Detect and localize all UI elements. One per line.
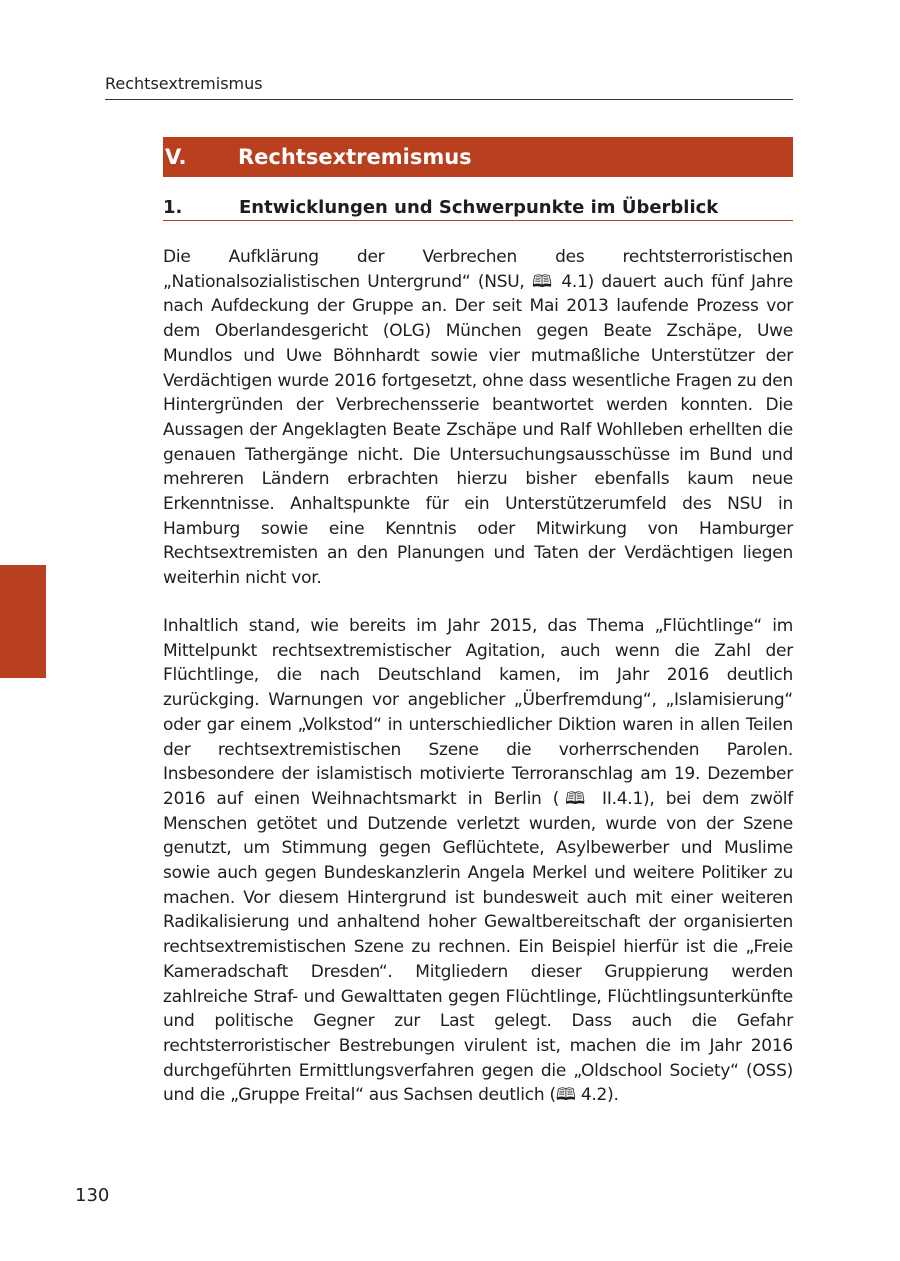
page-number: 130 (75, 1185, 110, 1206)
chapter-number: V. (165, 145, 187, 169)
section-title: Entwicklungen und Schwerpunkte im Überblick (239, 197, 719, 218)
section-rule (163, 220, 793, 221)
chapter-heading (163, 137, 793, 177)
body-paragraph-1: Die Aufklärung der Verbrechen des rechtsterroristischen „Nationalsozialistischen Untergrund“ (NSU, 🕮 4.1) dauert auch fünf Jahre nach Aufdeckung der Gruppe an. Der seit Mai 2013 laufende Prozess vor dem Oberlandesgericht (OLG) München gegen Beate Zschäpe, Uwe Mundlos und Uwe Böhnhardt sowie vier mutmaßliche Unterstützer der Verdächtigen wurde 2016 fortgesetzt, ohne dass wesentliche Fragen zu den Hintergründen der Verbrechensserie beantwortet werden konnten. Die Aussagen der Angeklagten Beate Zschäpe und Ralf Wohlleben erhellten die genauen Tathergänge nicht. Die Untersuchungsausschüsse im Bund und mehreren Ländern erbrachten hierzu bisher ebenfalls kaum neue Erkenntnisse. Anhaltspunkte für ein Unterstützerumfeld des NSU in Hamburg sowie eine Kenntnis oder Mitwirkung von Hamburger Rechtsextremisten an den Planungen und Taten der Verdächtigen liegen weiterhin nicht vor. (163, 247, 793, 589)
section-heading (163, 195, 793, 220)
header-rule (105, 99, 793, 100)
running-header: Rechtsextremismus (105, 74, 263, 93)
chapter-title: Rechtsextremismus (238, 145, 472, 169)
section-number: 1. (163, 197, 183, 218)
chapter-side-tab (0, 565, 46, 678)
body-paragraph-2: Inhaltlich stand, wie bereits im Jahr 2015, das Thema „Flüchtlinge“ im Mittelpunkt rechtsextremistischer Agitation, auch wenn die Zahl der Flüchtlinge, die nach Deutschland kamen, im Jahr 2016 deutlich zurückging. Warnungen vor angeblicher „Überfremdung“, „Islamisierung“ oder gar einem „Volkstod“ in unterschiedlicher Diktion waren in allen Teilen der rechtsextremistischen Szene die vorherrschenden Parolen. Insbesondere der islamistisch motivierte Terroranschlag am 19. Dezember 2016 auf einen Weihnachtsmarkt in Berlin (🕮 II.4.1), bei dem zwölf Menschen getötet und Dutzende verletzt wurden, wurde von der Szene genutzt, um Stimmung gegen Geflüchtete, Asylbewerber und Muslime sowie auch gegen Bundeskanzlerin Angela Merkel und weitere Politiker zu machen. Vor diesem Hintergrund ist bundesweit auch mit einer weiteren Radikalisierung und anhaltend hoher Gewaltbereitschaft der organisierten rechtsextremistischen Szene zu rechnen. Ein Beispiel hierfür ist die „Freie Kameradschaft Dresden“. Mitgliedern dieser Gruppierung werden zahlreiche Straf- und Gewalttaten gegen Flüchtlinge, Flüchtlingsunterkünfte und politische Gegner zur Last gelegt. Dass auch die Gefahr rechtsterroristischer Bestrebungen virulent ist, machen die im Jahr 2016 durchgeführten Ermittlungsverfahren gegen die „Oldschool Society“ (OSS) und die „Gruppe Freital“ aus Sachsen deutlich (🕮 4.2). (163, 616, 793, 1106)
